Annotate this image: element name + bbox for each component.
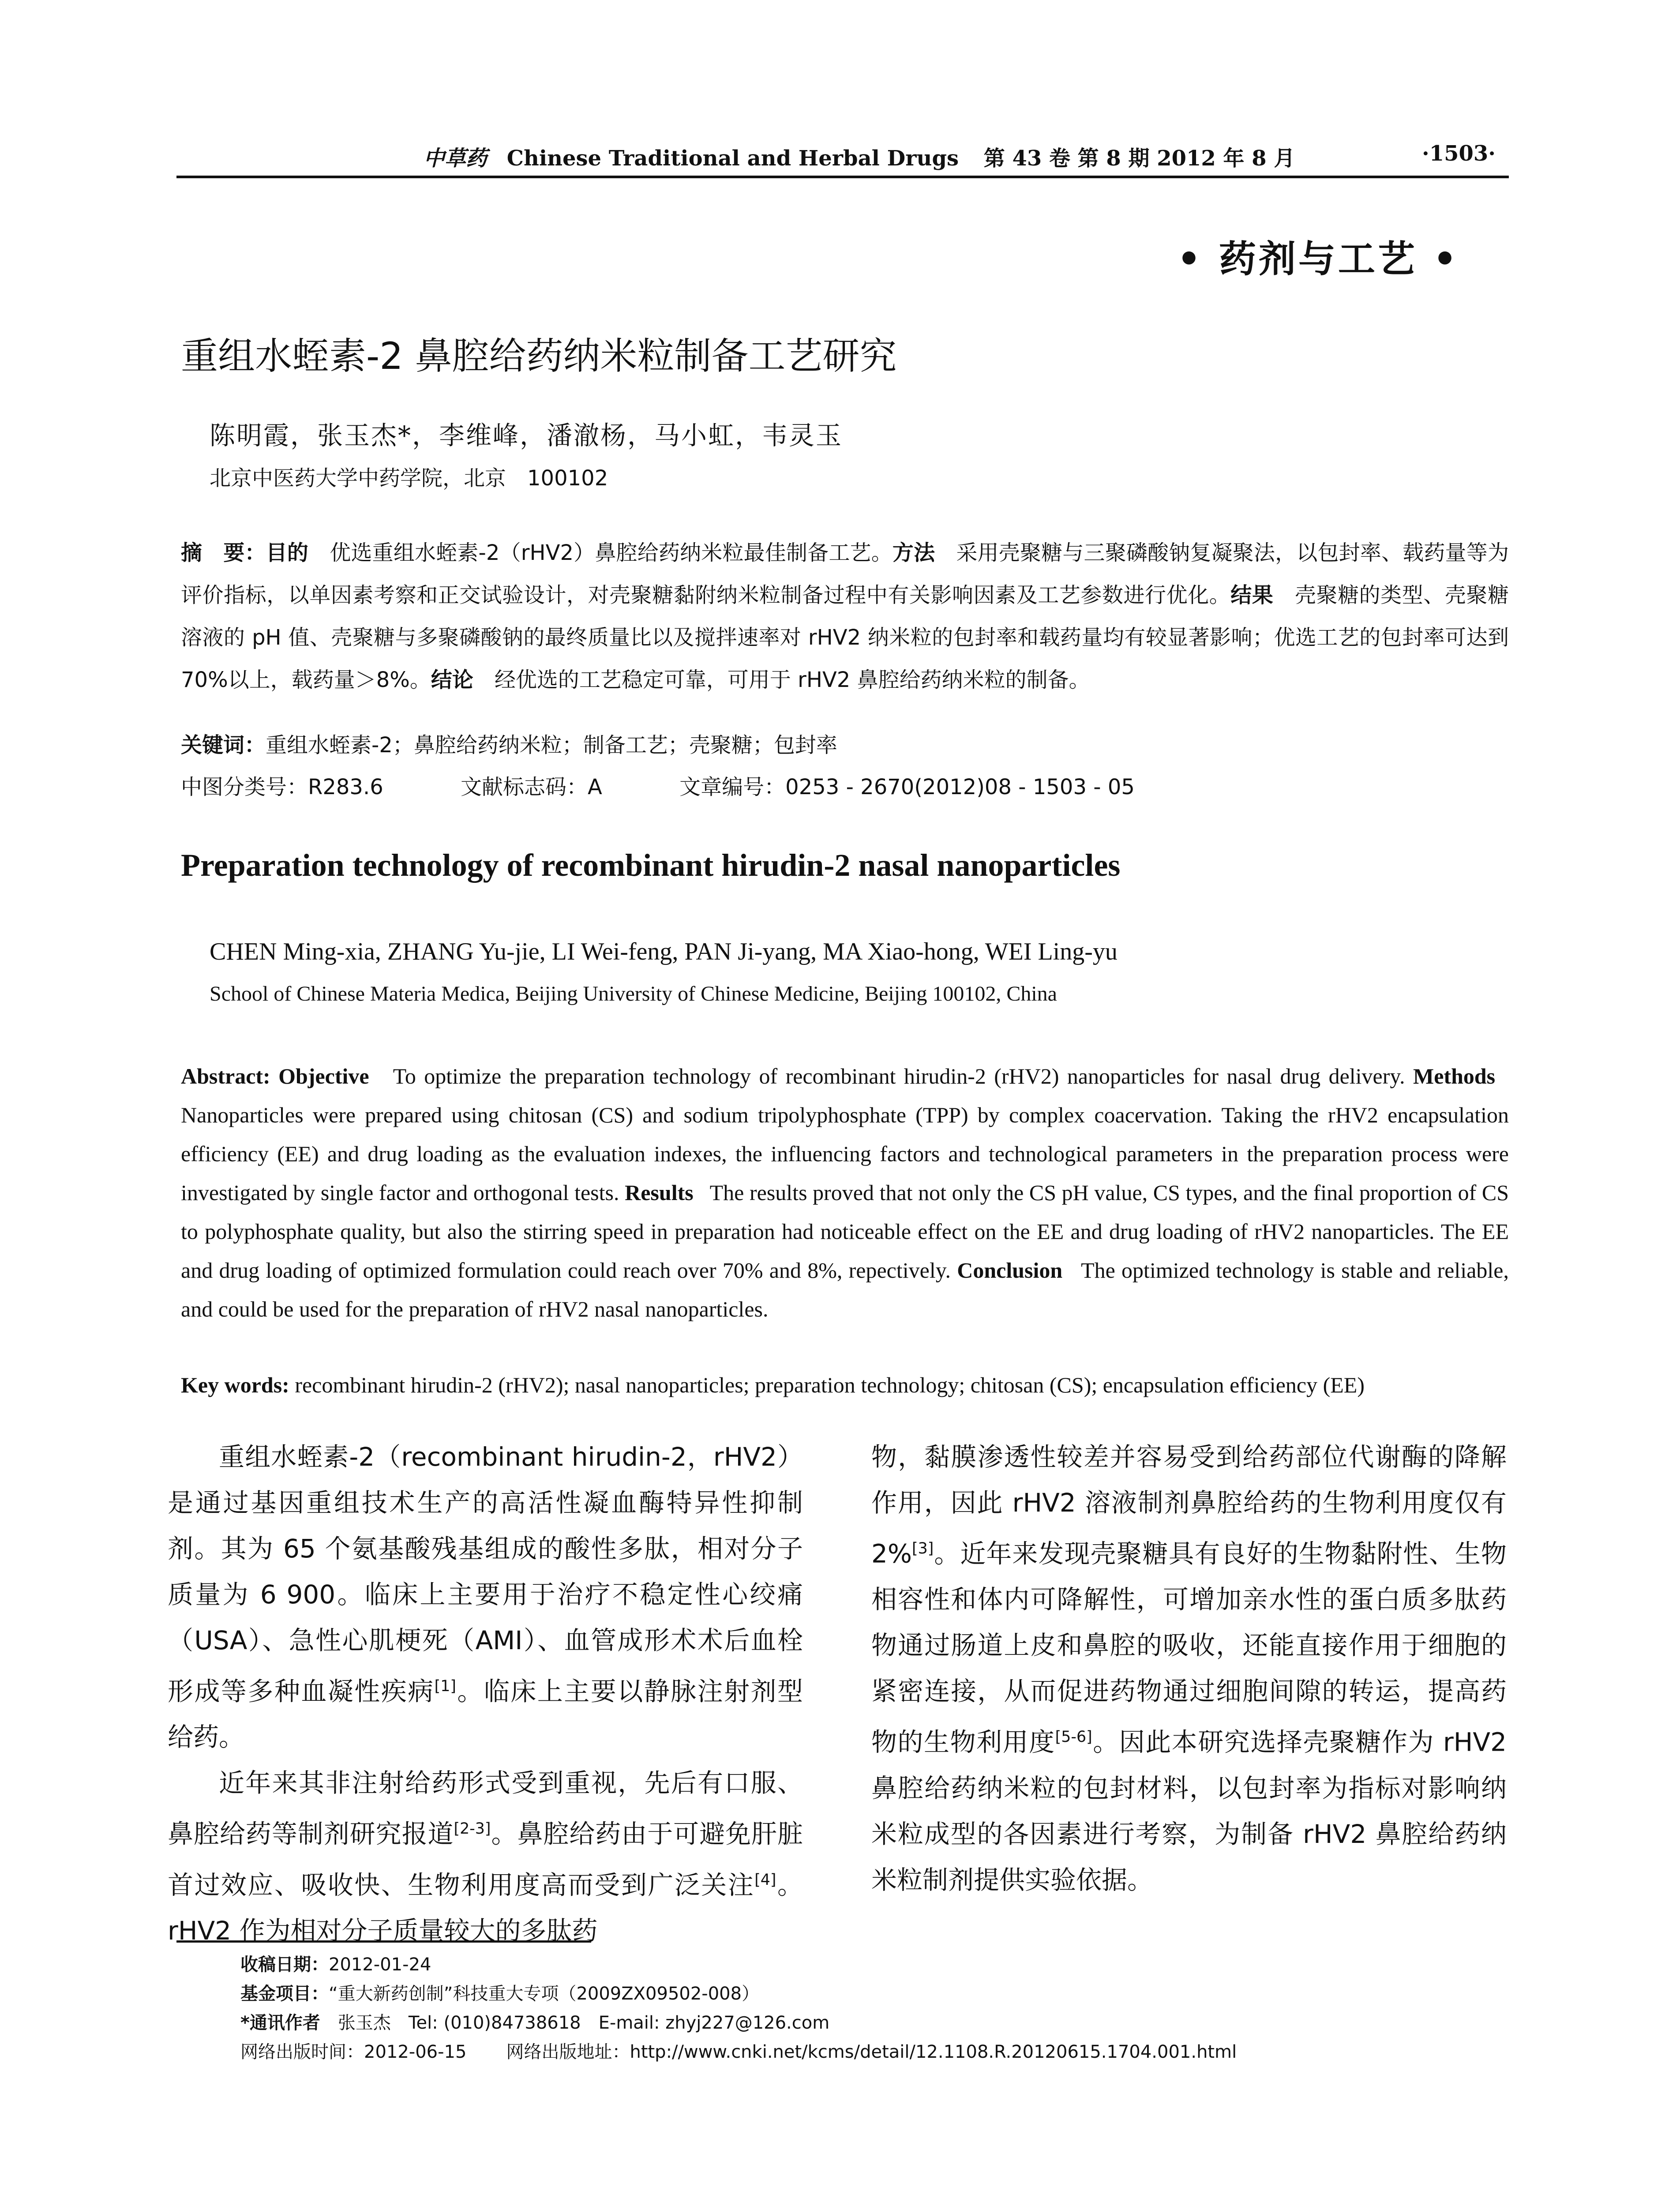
body-text: 物，黏膜渗透性较差并容易受到给药部位代谢酶的降解作用，因此 rHV2 溶液制剂鼻腔给药的生物利用度仅有 2% [871, 1442, 1507, 1569]
body-right-column [871, 1434, 1507, 1903]
conclusion-en: The optimized technology is stable and reliable, and could be used for the preparation of rHV2 nasal nanoparticles. [181, 1258, 1509, 1321]
body-paragraph [168, 1434, 803, 1760]
conclusion-label-cn: 结论 [431, 668, 473, 692]
journal-name-en: Chinese Traditional and Herbal Drugs [506, 146, 959, 171]
body-text: 。因此本研究选择壳聚糖作为 rHV2 鼻腔给药纳米粒的包封材料，以包封率为指标对影响纳米粒成型的各因素进行考察，为制备 rHV2 鼻腔给药纳米粒制剂提供实验依据。 [871, 1727, 1507, 1895]
article-number: 文章编号：0253 - 2670(2012)08 - 1503 - 05 [679, 775, 1135, 799]
corresponding-text: 张玉杰 Tel: (010)84738618 E-mail: zhyj227@126.com [338, 2013, 830, 2033]
results-label-en: Results [625, 1180, 694, 1205]
column-tag: • 药剂与工艺 • [1177, 237, 1459, 281]
conclusion-label-en: Conclusion [957, 1258, 1063, 1283]
objective-en: To optimize the preparation technology of recombinant hirudin-2 (rHV2) nanoparticles for nasal drug delivery. [393, 1064, 1405, 1088]
online-url: 网络出版地址：http://www.cnki.net/kcms/detail/12.1108.R.20120615.1704.001.html [506, 2042, 1237, 2062]
fund-label: 基金项目： [240, 1984, 329, 2004]
objective-label-cn: 目的 [266, 540, 309, 565]
results-cn: 壳聚糖的类型、壳聚糖溶液的 pH 值、壳聚糖与多聚磷酸钠的最终质量比以及搅拌速率对 rHV2 纳米粒的包封率和载药量均有较显著影响；优选工艺的包封率可达到 70%以上，载药量＞8%。 [181, 583, 1509, 692]
footnote-received [240, 1950, 1237, 1979]
journal-logo-cn: 中草药 [424, 146, 488, 171]
citation-ref: [3] [912, 1540, 934, 1557]
body-text: 。rHV2 作为相对分子质量较大的多肽药 [168, 1869, 803, 1946]
keywords-cn-text: 重组水蛭素-2；鼻腔给药纳米粒；制备工艺；壳聚糖；包封率 [266, 733, 837, 758]
received-label: 收稿日期： [240, 1955, 329, 1975]
citation-ref: [2-3] [454, 1820, 491, 1838]
body-text: 。近年来发现壳聚糖具有良好的生物黏附性、生物相容性和体内可降解性，可增加亲水性的蛋白质多肽药物通过肠道上皮和鼻腔的吸收，还能直接作用于细胞的紧密连接，从而促进药物通过细胞间隙的转运，提高药物的生物利用度 [871, 1538, 1507, 1757]
online-time: 网络出版时间：2012-06-15 [240, 2042, 467, 2062]
received-date: 2012-01-24 [329, 1955, 431, 1975]
citation-ref: [5-6] [1055, 1728, 1092, 1746]
body-text: 近年来其非注射给药形式受到重视，先后有口服、鼻腔给药等制剂研究报道 [168, 1768, 803, 1849]
footnotes [240, 1950, 1237, 2067]
abstract-cn [181, 532, 1509, 701]
affiliation-en: School of Chinese Materia Medica, Beijing University of Chinese Medicine, Beijing 100102, China [210, 982, 1057, 1005]
body-text: 重组水蛭素-2（recombinant hirudin-2，rHV2）是通过基因重组技术生产的高活性凝血酶特异性抑制剂。其为 65 个氨基酸残基组成的酸性多肽，相对分子质量为 6 900。临床上主要用于治疗不稳定性心绞痛（USA）、急性心肌梗死（AMI）、血管成形术术后血栓形成等多种血凝性疾病 [168, 1442, 803, 1707]
results-label-cn: 结果 [1230, 583, 1274, 608]
keywords-en-text: recombinant hirudin-2 (rHV2); nasal nanoparticles; preparation technology; chitosan (CS); encapsulation efficiency (EE) [295, 1373, 1365, 1397]
corresponding-label: *通讯作者 [240, 2013, 320, 2033]
abstract-en [181, 1057, 1509, 1328]
body-paragraph [168, 1760, 803, 1954]
title-cn: 重组水蛭素-2 鼻腔给药纳米粒制备工艺研究 [181, 334, 897, 378]
clc-number: 中图分类号：R283.6 [181, 775, 383, 799]
body-text: 。鼻腔给药由于可避免肝脏首过效应、吸收快、生物利用度高而受到广泛关注 [168, 1819, 803, 1900]
footnote-online [240, 2037, 1237, 2067]
running-header [176, 140, 1509, 178]
body-text: 。临床上主要以静脉注射剂型给药。 [168, 1676, 803, 1752]
results-en: The results proved that not only the CS pH value, CS types, and the final proportion of CS to polyphosphate quality, but also the stirring speed in preparation had noticeable effect on the EE and drug loading of rHV2 nanoparticles. The EE and drug loading of optimized formulation could reach over 70% and 8%, repectively. [181, 1180, 1509, 1283]
keywords-cn [181, 728, 837, 758]
document-code: 文献标志码：A [461, 775, 602, 799]
keywords-en-label: Key words: [181, 1373, 289, 1397]
methods-en: Nanoparticles were prepared using chitosan (CS) and sodium tripolyphosphate (TPP) by complex coacervation. Taking the rHV2 encapsulation efficiency (EE) and drug loading as the evaluation indexes, the influencing factors and technological parameters in the preparation process were investigated by single factor and orthogonal tests. [181, 1103, 1509, 1205]
issue-info: 第 43 卷 第 8 期 2012 年 8 月 [983, 146, 1295, 171]
footnote-fund [240, 1979, 1237, 2008]
conclusion-cn: 经优选的工艺稳定可靠，可用于 rHV2 鼻腔给药纳米粒的制备。 [473, 668, 1090, 692]
keywords-en [181, 1372, 1509, 1398]
authors-en: CHEN Ming-xia, ZHANG Yu-jie, LI Wei-feng, PAN Ji-yang, MA Xiao-hong, WEI Ling-yu [210, 938, 1118, 965]
methods-label-cn: 方法 [892, 540, 935, 565]
affiliation-cn: 北京中医药大学中药学院，北京 100102 [210, 466, 608, 491]
citation-ref: [4] [754, 1871, 776, 1889]
page-number: ·1503· [1421, 141, 1496, 166]
methods-cn: 采用壳聚糖与三聚磷酸钠复凝聚法，以包封率、载药量等为评价指标，以单因素考察和正交试验设计，对壳聚糖黏附纳米粒制备过程中有关影响因素及工艺参数进行优化。 [181, 540, 1509, 608]
methods-label-en: Methods [1413, 1064, 1496, 1088]
body-left-column [168, 1434, 803, 1954]
citation-ref: [1] [434, 1677, 456, 1695]
classification-line [181, 770, 1509, 800]
header-journal-info [424, 141, 1295, 172]
authors-cn: 陈明霞，张玉杰*，李维峰，潘澈杨，马小虹，韦灵玉 [210, 420, 843, 450]
abstract-cn-label: 摘 要： [181, 540, 266, 565]
footnote-corresponding [240, 2008, 1237, 2037]
fund-text: “重大新药创制”科技重大专项（2009ZX09502-008） [329, 1984, 760, 2004]
objective-cn: 优选重组水蛭素-2（rHV2）鼻腔给药纳米粒最佳制备工艺。 [308, 540, 892, 565]
footnote-rule [176, 1940, 591, 1943]
title-en: Preparation technology of recombinant hirudin-2 nasal nanoparticles [181, 848, 1121, 883]
body-paragraph [871, 1434, 1507, 1903]
abstract-en-label: Abstract: Objective [181, 1064, 369, 1088]
keywords-cn-label: 关键词： [181, 733, 266, 758]
